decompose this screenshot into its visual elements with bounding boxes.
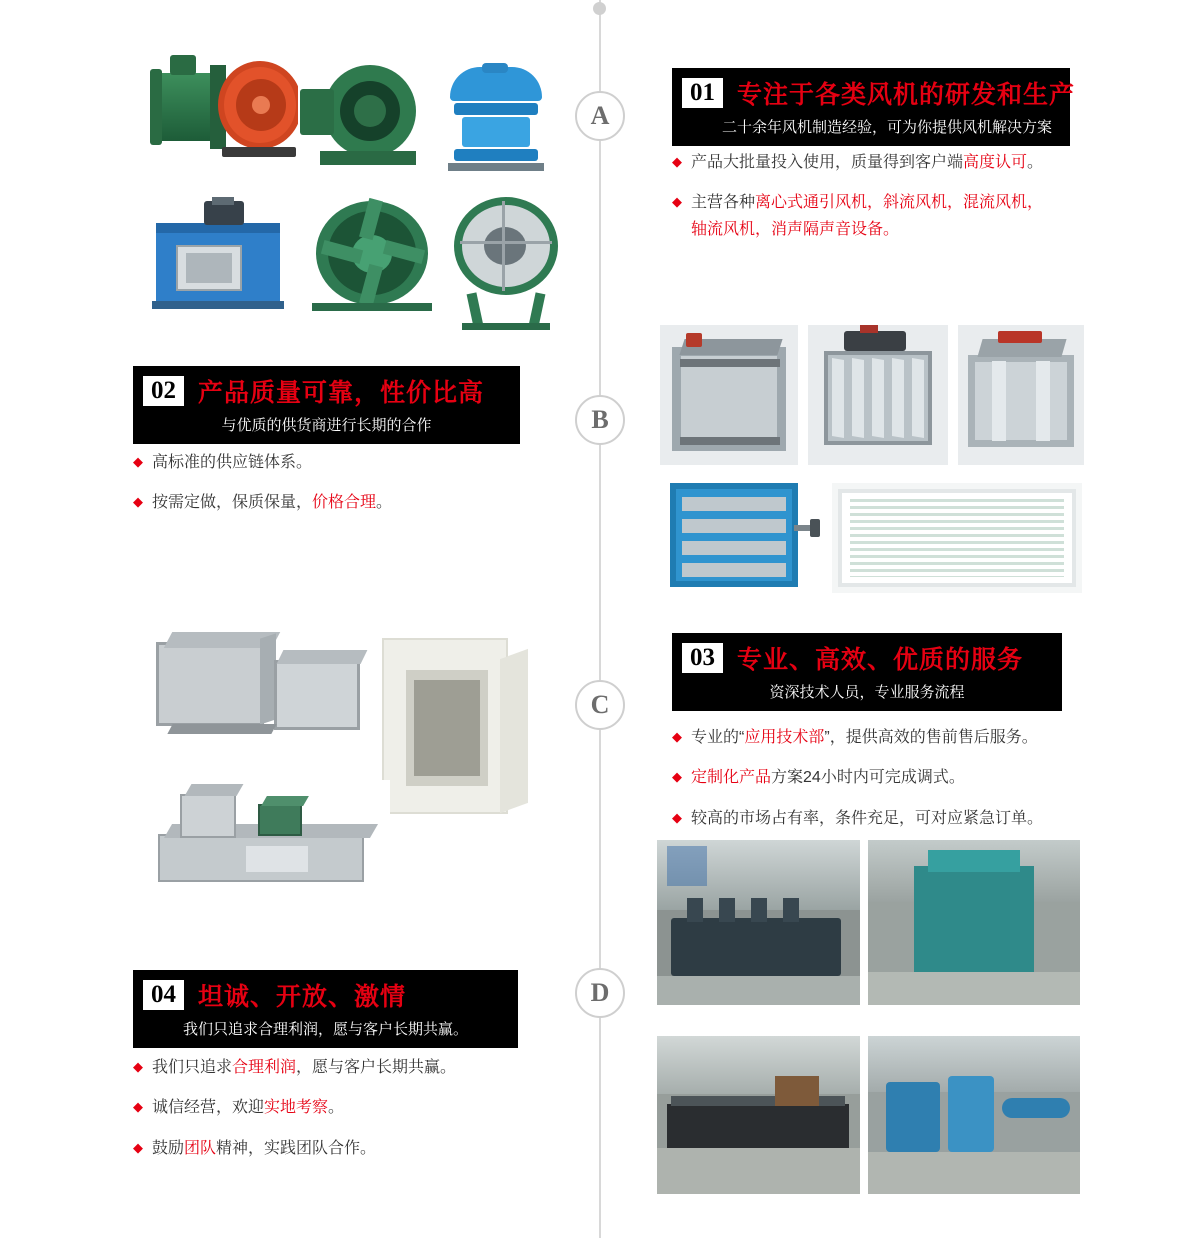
bullet-text-part: 鼓励 — [152, 1139, 185, 1157]
section-04-title: 坦诚、开放、激情 — [198, 983, 407, 1011]
section-02-bullets — [133, 450, 533, 531]
diamond-bullet-icon: ◆ — [672, 809, 682, 825]
diamond-bullet-icon: ◆ — [133, 1099, 143, 1115]
bullet-text-part: 我们只追求 — [152, 1059, 233, 1076]
list-item — [133, 1055, 533, 1081]
list-item — [133, 490, 533, 516]
workshop-equipment-photo-2 — [868, 840, 1080, 1005]
damper-red-motor-photo — [958, 325, 1084, 465]
portable-axial-fan-photo — [440, 193, 568, 333]
bullet-text-highlight: 应用技术部 — [744, 729, 825, 746]
bullet-text-highlight: 高度认可 — [963, 154, 1028, 171]
bullet-text-part: 较高的市场占有率，条件充足，可对应紧急订单。 — [691, 809, 1044, 827]
bullet-text-highlight: 合理利润 — [232, 1059, 297, 1076]
diamond-bullet-icon: ◆ — [672, 194, 682, 210]
workshop-equipment-photo-1 — [657, 840, 860, 1005]
list-item — [133, 1136, 533, 1162]
bullet-text-highlight: 离心式通引风机，斜流风机，混流风机，轴流风机，消声隔声音设备。 — [691, 194, 1044, 238]
bullet-text-part: 主营各种 — [691, 194, 756, 212]
air-valve-gray-frame-photo — [660, 325, 798, 465]
composite-air-duct-photo — [370, 628, 550, 828]
section-01-bullets — [672, 150, 1092, 257]
diamond-bullet-icon: ◆ — [133, 494, 143, 510]
section-02-number: 02 — [143, 376, 184, 407]
timeline-top-dot — [593, 2, 606, 15]
bullet-text-part: 方案24小时内可完成调式。 — [771, 769, 965, 787]
centrifugal-fan-green-photo — [300, 59, 430, 169]
bullet-text-part: 产品大批量投入使用，质量得到客户端 — [691, 154, 964, 171]
section-03-title: 专业、高效、优质的服务 — [737, 646, 1024, 674]
section-04-subtitle: 我们只追求合理利润，愿与客户长期共赢。 — [182, 1021, 468, 1038]
section-01-number: 01 — [682, 78, 723, 109]
diamond-bullet-icon: ◆ — [133, 1139, 143, 1155]
list-item — [672, 806, 1092, 832]
section-04-headline — [133, 970, 518, 1048]
timeline-line — [599, 0, 601, 1238]
bullet-text-part: 。 — [328, 1099, 345, 1117]
workshop-equipment-photo-3 — [657, 1036, 860, 1194]
bullet-text-highlight: 价格合理 — [312, 494, 377, 512]
section-02-subtitle: 与优质的供货商进行长期的合作 — [221, 417, 432, 434]
diamond-bullet-icon: ◆ — [672, 769, 682, 785]
bullet-text-highlight: 实地考察 — [264, 1099, 329, 1117]
timeline-marker-c: C — [575, 680, 625, 730]
workshop-equipment-photo-4 — [868, 1036, 1080, 1194]
bullet-text-part: 高标准的供应链体系。 — [152, 454, 313, 471]
galvanized-duct-photo — [148, 620, 368, 770]
section-01-title: 专注于各类风机的研发和生产 — [737, 81, 1076, 109]
section-03-subtitle: 资深技术人员，专业服务流程 — [769, 684, 965, 701]
workshop-gallery — [657, 840, 1087, 1200]
damper-stainless-photo — [808, 325, 948, 465]
bullet-text-part: 专业的“ — [691, 729, 745, 746]
diamond-bullet-icon: ◆ — [672, 729, 682, 744]
section-01-headline — [672, 68, 1076, 146]
list-item — [672, 725, 1092, 751]
list-item — [133, 1095, 533, 1121]
bullet-text-highlight: 定制化产品 — [691, 769, 772, 787]
air-grille-white-photo — [832, 483, 1082, 593]
section-02-headline — [133, 366, 520, 444]
bullet-text-part: ，愿与客户长期共赢。 — [296, 1059, 457, 1076]
section-03-number: 03 — [682, 643, 723, 674]
bullet-text-part: 精神，实践团队合作。 — [216, 1139, 377, 1157]
section-03-bullets — [672, 725, 1092, 846]
list-item — [133, 450, 533, 476]
roof-fan-blue-photo — [432, 63, 560, 175]
axial-impeller-green-photo — [308, 195, 438, 319]
box-fan-blue-photo — [146, 197, 296, 317]
section-03-headline — [672, 633, 1062, 711]
bullet-text-part: 。 — [376, 494, 393, 512]
timeline-marker-b: B — [575, 395, 625, 445]
air-valve-gallery — [660, 325, 1080, 605]
bullet-text-part: 诚信经营，欢迎 — [152, 1099, 265, 1117]
diamond-bullet-icon: ◆ — [133, 1059, 143, 1074]
bullet-text-highlight: 团队 — [184, 1139, 217, 1157]
duct-gallery — [140, 620, 560, 920]
timeline-marker-a: A — [575, 91, 625, 141]
section-04-number: 04 — [143, 980, 184, 1011]
section-01-subtitle: 二十余年风机制造经验，可为你提供风机解决方案 — [721, 119, 1052, 136]
axial-fan-green-orange-photo — [148, 51, 298, 161]
damper-blue-photo — [660, 475, 822, 601]
list-item — [672, 150, 1092, 176]
bullet-text-part: 。 — [1027, 154, 1044, 171]
bullet-text-part: ”，提供高效的售前售后服务。 — [824, 729, 1038, 746]
duct-assembly-photo — [150, 780, 390, 910]
section-04-bullets — [133, 1055, 533, 1176]
list-item — [672, 765, 1092, 791]
timeline-marker-d: D — [575, 968, 625, 1018]
diamond-bullet-icon: ◆ — [672, 154, 682, 169]
section-02-title: 产品质量可靠，性价比高 — [198, 379, 485, 407]
fan-products-gallery — [140, 45, 560, 335]
bullet-text-part: 按需定做，保质保量， — [152, 494, 313, 512]
diamond-bullet-icon: ◆ — [133, 454, 143, 469]
list-item — [672, 190, 1092, 243]
